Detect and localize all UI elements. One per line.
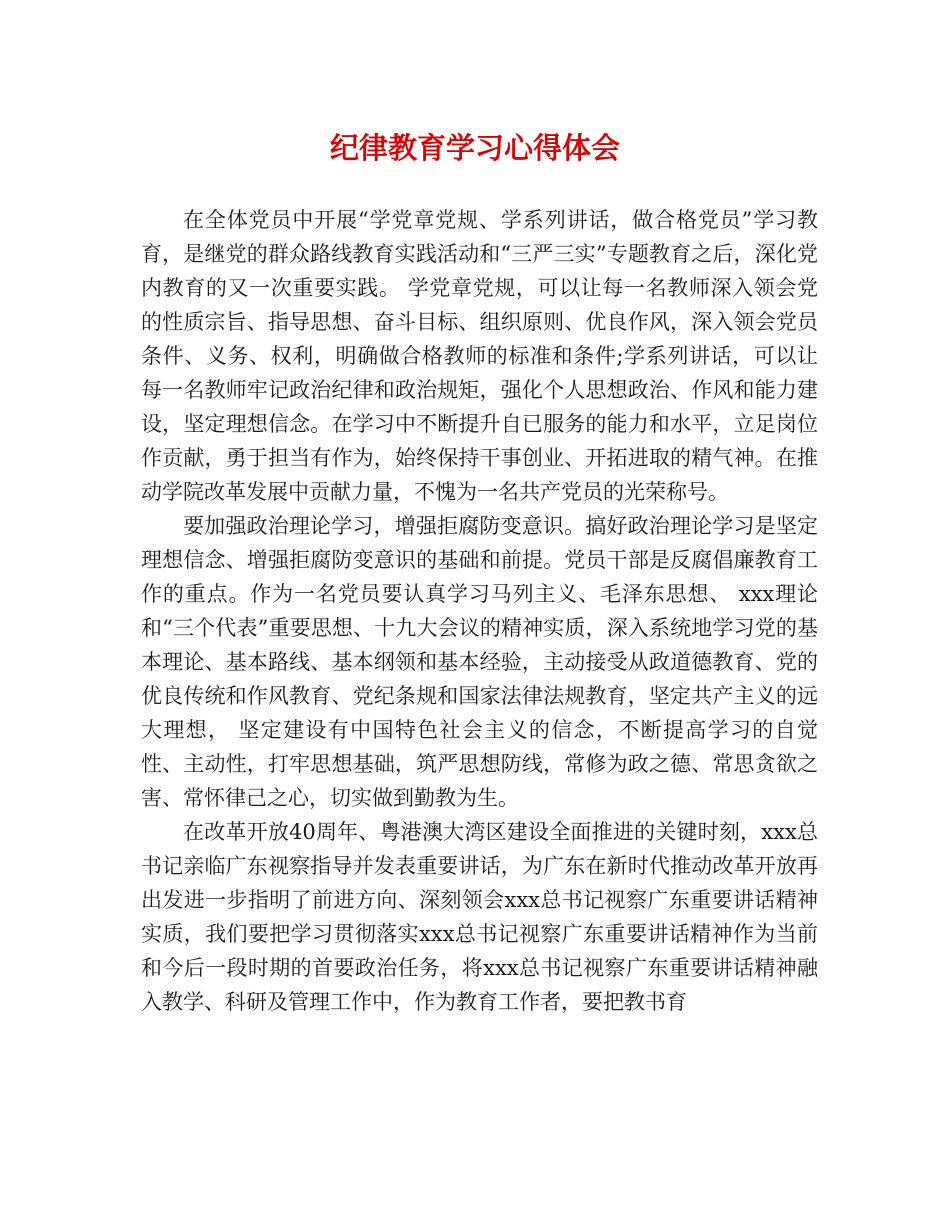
- paragraph-3: 在改革开放40周年、粤港澳大湾区建设全面推进的关键时刻，xxx总书记亲临广东视察指导并发表重要讲话，为广东在新时代推动改革开放再出发进一步指明了前进方向、深刻领会xxx总书记视察广东重要讲话精神实质，我们要把学习贯彻落实xxx总书记视察广东重要讲话精神作为当前和今后一段时期的首要政治任务，将xxx总书记视察广东重要讲话精神融入教学、科研及管理工作中，作为教育工作者，要把教书育: [141, 820, 818, 1014]
- paragraph-1: 在全体党员中开展“学党章党规、学系列讲话，做合格党员”学习教育，是继党的群众路线教育实践活动和“三严三实”专题教育之后，深化党内教育的又一次重要实践。 学党章党规，可以让每一名教师深入领会党的性质宗旨、指导思想、奋斗目标、组织原则、优良作风，深入领会党员条件、义务、权利，明确做合格教师的标准和条件;学系列讲话，可以让每一名教师牢记政治纪律和政治规矩，强化个人思想政治、作风和能力建设，坚定理想信念。在学习中不断提升自已服务的能力和水平，立足岗位作贡献，勇于担当有作为，始终保持干事创业、开拓进取的精气神。在推动学院改革发展中贡献力量，不愧为一名共产党员的光荣称号。: [141, 208, 818, 504]
- paragraph-2: 要加强政治理论学习，增强拒腐防变意识。搞好政治理论学习是坚定理想信念、增强拒腐防变意识的基础和前提。党员干部是反腐倡廉教育工作的重点。作为一名党员要认真学习马列主义、毛泽东思想、 xxx理论和“三个代表”重要思想、十九大会议的精神实质，深入系统地学习党的基本理论、基本路线、基本纲领和基本经验，主动接受从政道德教育、党的优良传统和作风教育、党纪条规和国家法律法规教育，坚定共产主义的远大理想， 坚定建设有中国特色社会主义的信念，不断提高学习的自觉性、主动性，打牢思想基础，筑严思想防线，常修为政之德、常思贪欲之害、常怀律己之心，切实做到勤教为生。: [141, 514, 818, 810]
- document-title: 纪律教育学习心得体会: [329, 131, 620, 165]
- document-body: [141, 203, 818, 1019]
